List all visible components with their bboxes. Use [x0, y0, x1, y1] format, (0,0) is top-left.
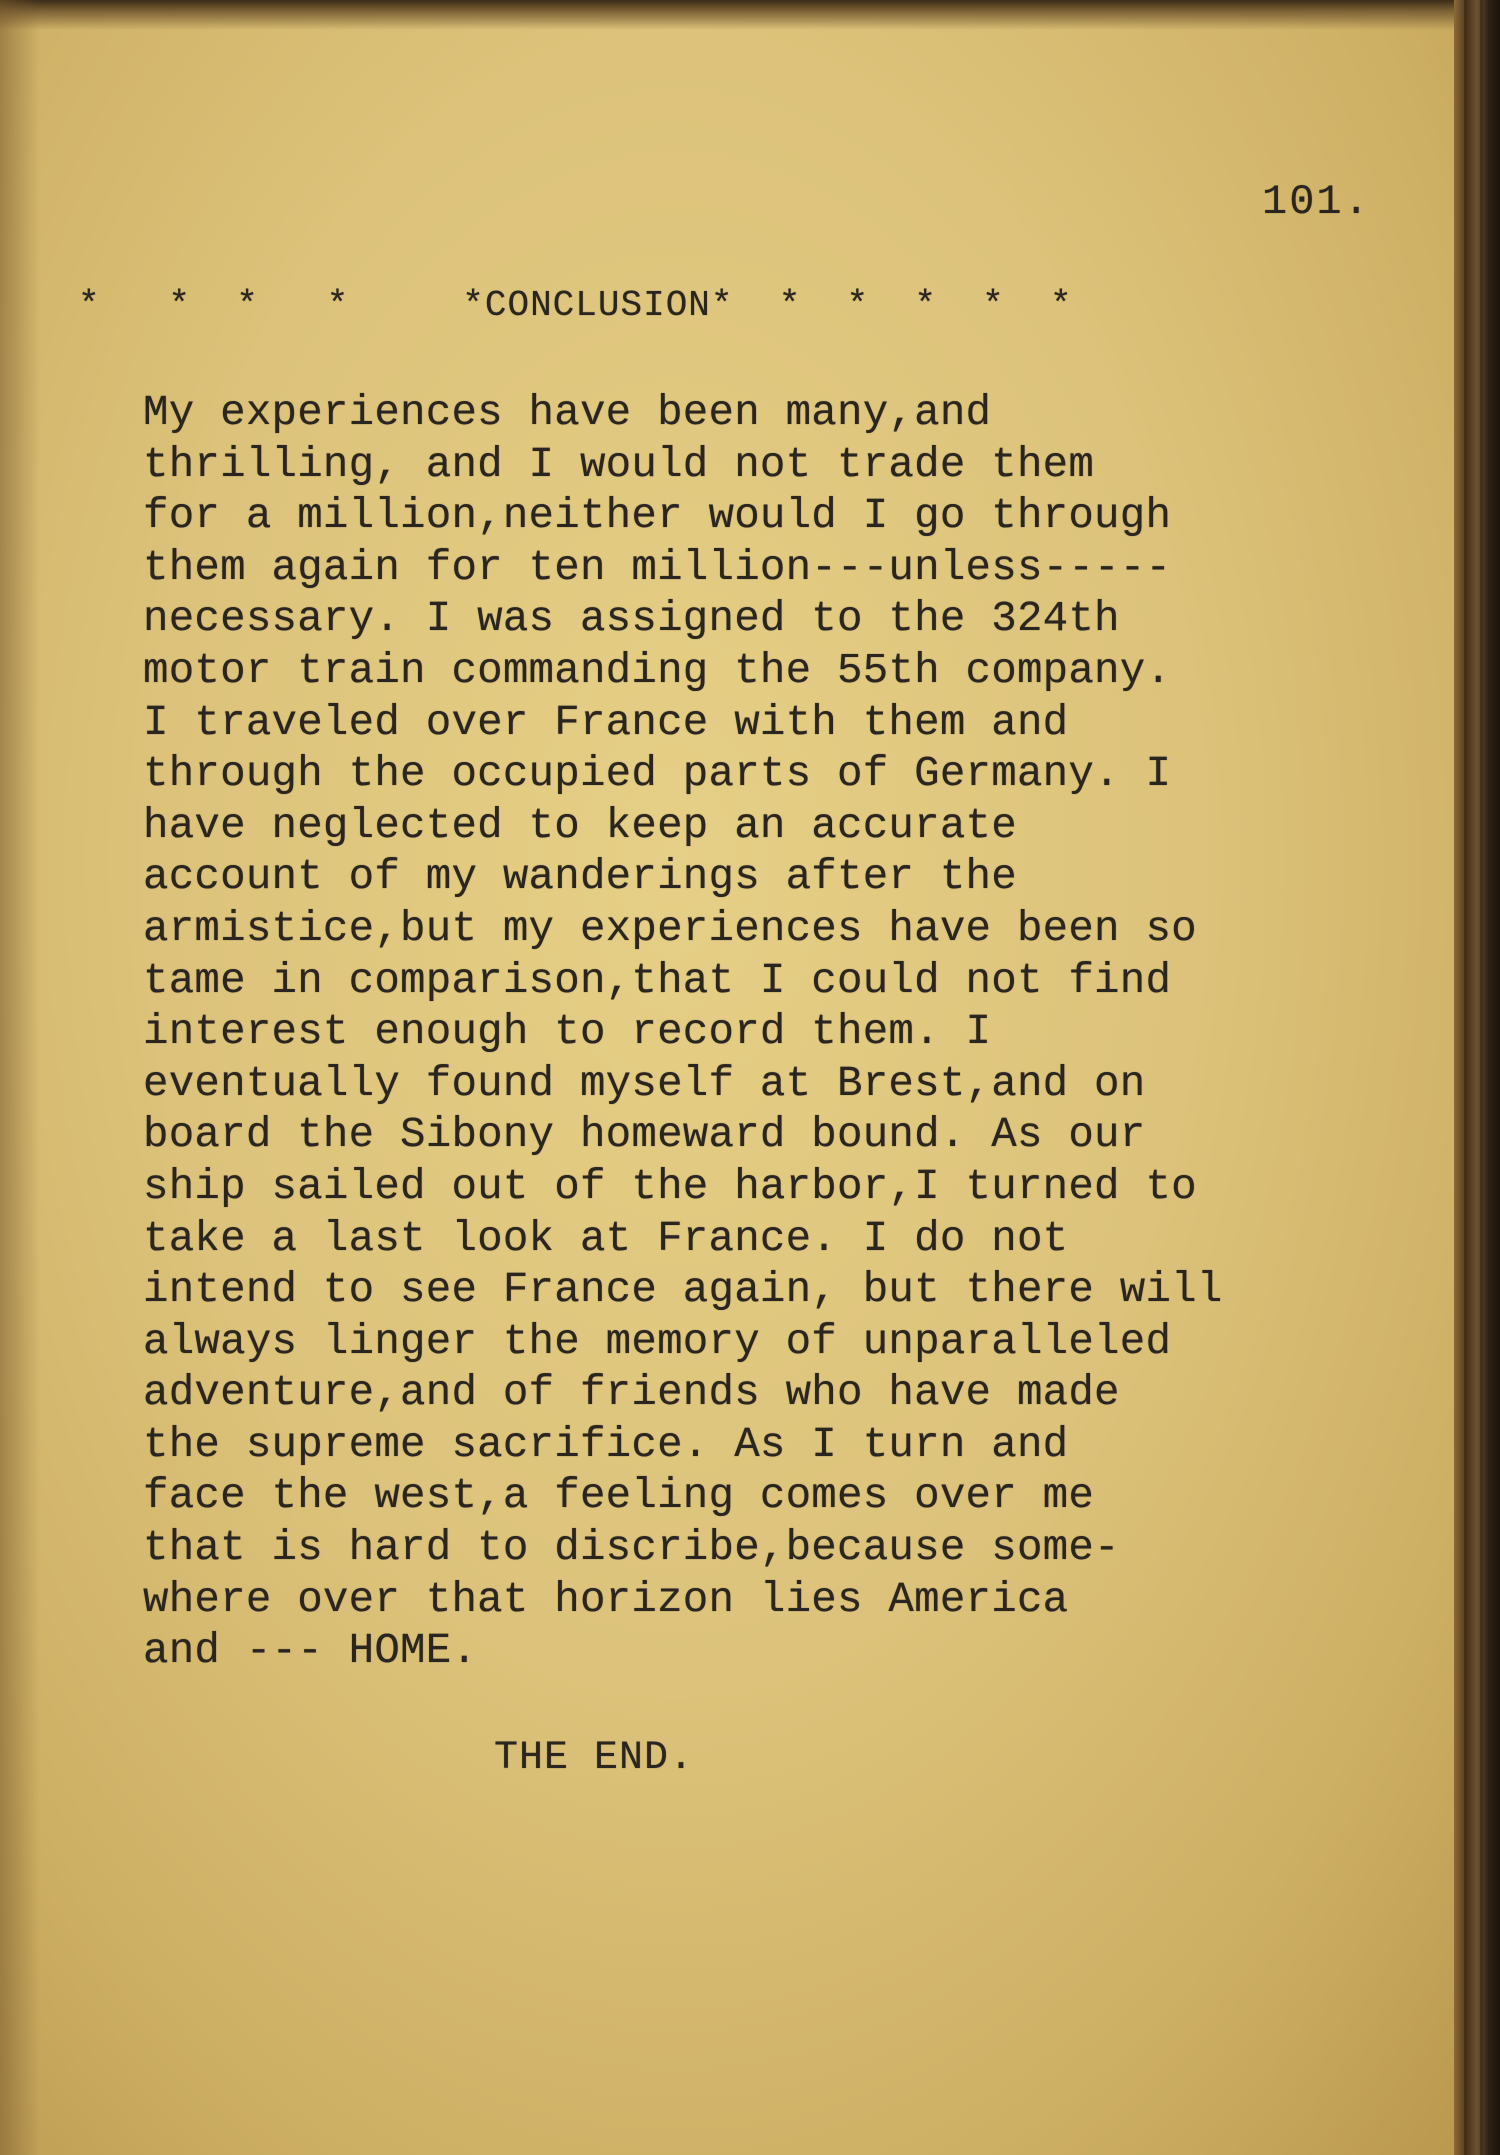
- text-line: I traveled over France with them and: [143, 698, 1069, 747]
- text-line: take a last look at France. I do not: [143, 1214, 1069, 1263]
- text-line: necessary. I was assigned to the 324th: [143, 595, 1120, 644]
- text-line: adventure,and of friends who have made: [143, 1369, 1120, 1418]
- text-line: them again for ten million---unless-----: [143, 543, 1172, 592]
- page-left-edge: [0, 0, 40, 2155]
- binding-line: [1480, 0, 1483, 2155]
- text-line: motor train commanding the 55th company.: [143, 646, 1172, 695]
- text-line: interest enough to record them. I: [143, 1008, 992, 1057]
- text-line: intend to see France again, but there will: [143, 1266, 1223, 1315]
- body-text: [143, 388, 1463, 1678]
- binding-line: [1464, 0, 1467, 2155]
- text-line: face the west,a feeling comes over me: [143, 1472, 1095, 1521]
- page-top-edge: [0, 0, 1500, 30]
- text-line: through the occupied parts of Germany. I: [143, 750, 1172, 799]
- text-line: the supreme sacrifice. As I turn and: [143, 1420, 1069, 1469]
- section-heading: * * * * *CONCLUSION* * * * * *: [78, 285, 1073, 326]
- text-line: My experiences have been many,and: [143, 389, 992, 437]
- page-number: 101.: [1262, 178, 1371, 226]
- text-line: armistice,but my experiences have been so: [143, 904, 1197, 953]
- text-line: ship sailed out of the harbor,I turned to: [143, 1162, 1197, 1211]
- text-line: for a million,neither would I go through: [143, 492, 1172, 541]
- text-line: thrilling, and I would not trade them: [143, 440, 1095, 489]
- text-line: board the Sibony homeward bound. As our: [143, 1111, 1146, 1160]
- text-line: eventually found myself at Brest,and on: [143, 1059, 1146, 1108]
- text-line: tame in comparison,that I could not find: [143, 956, 1172, 1005]
- text-line: account of my wanderings after the: [143, 853, 1017, 902]
- text-line: where over that horizon lies America: [143, 1575, 1069, 1624]
- text-line: and --- HOME.: [143, 1627, 478, 1676]
- text-line: have neglected to keep an accurate: [143, 801, 1017, 850]
- text-line: always linger the memory of unparalleled: [143, 1317, 1172, 1366]
- closing-text: THE END.: [494, 1736, 695, 1781]
- text-line: that is hard to discribe,because some-: [143, 1524, 1120, 1573]
